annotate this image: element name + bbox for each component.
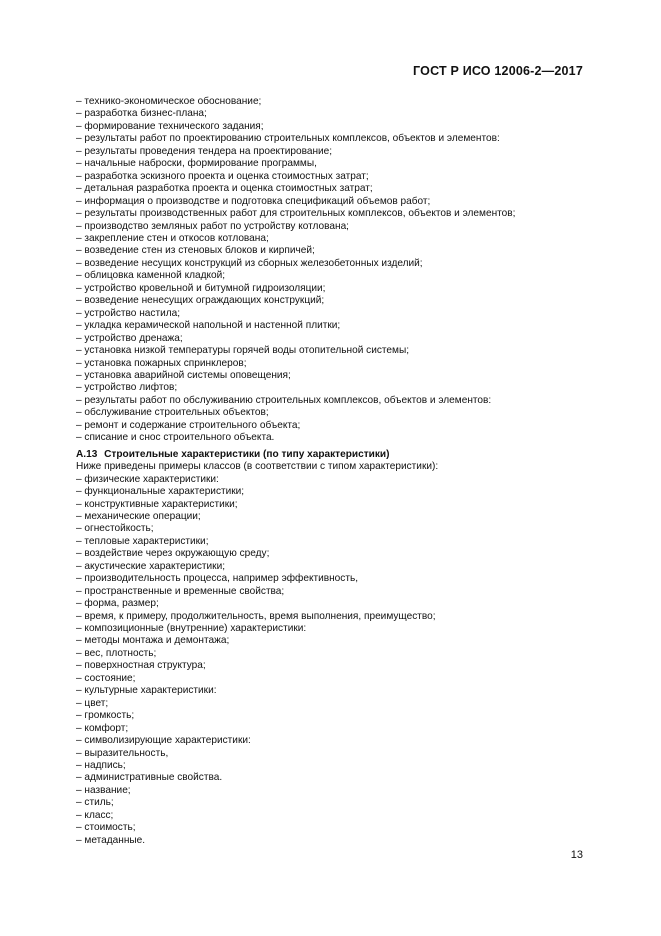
list-item: – класс; xyxy=(76,809,114,821)
list-item: – устройство дренажа; xyxy=(76,332,183,344)
list-item: – огнестойкость; xyxy=(76,523,154,535)
characteristics-list xyxy=(76,474,596,848)
list-item: – укладка керамической напольной и настенной плитки; xyxy=(76,320,341,332)
section-title: Строительные характеристики (по типу характеристики) xyxy=(104,448,390,460)
list-item: – возведение ненесущих ограждающих конструкций; xyxy=(76,295,325,307)
list-item: – акустические характеристики; xyxy=(76,560,226,572)
list-item: – механические операции; xyxy=(76,510,201,522)
list-item: – производство земляных работ по устройству котлована; xyxy=(76,220,349,232)
list-item: – устройство настила; xyxy=(76,307,181,319)
list-item: – результаты проведения тендера на проектирование; xyxy=(76,145,333,157)
list-item: – информация о производстве и подготовка спецификаций объемов работ; xyxy=(76,195,431,207)
list-item: – пространственные и временные свойства; xyxy=(76,585,285,597)
list-item: – закрепление стен и откосов котлована; xyxy=(76,232,269,244)
list-item: – детальная разработка проекта и оценка стоимостных затрат; xyxy=(76,183,373,195)
list-item: – облицовка каменной кладкой; xyxy=(76,270,226,282)
list-item: – комфорт; xyxy=(76,722,129,734)
list-item: – культурные характеристики: xyxy=(76,685,217,697)
list-item: – формирование технического задания; xyxy=(76,120,264,132)
list-item: – разработка эскизного проекта и оценка стоимостных затрат; xyxy=(76,170,369,182)
list-item: – возведение стен из стеновых блоков и кирпичей; xyxy=(76,245,315,257)
section-number: А.13 xyxy=(76,448,98,460)
list-item: – установка пожарных спринклеров; xyxy=(76,357,247,369)
list-item: – технико-экономическое обоснование; xyxy=(76,96,262,107)
list-item: – громкость; xyxy=(76,710,135,722)
list-item: – тепловые характеристики; xyxy=(76,535,209,547)
list-item: – надпись; xyxy=(76,760,126,772)
list-item: – композиционные (внутренние) характеристики: xyxy=(76,623,307,635)
list-item: – символизирующие характеристики: xyxy=(76,735,251,747)
list-item: – разработка бизнес-плана; xyxy=(76,108,207,120)
document-body xyxy=(76,96,596,847)
list-item: – обслуживание строительных объектов; xyxy=(76,407,269,419)
list-item: – производительность процесса, например эффективность, xyxy=(76,573,359,585)
list-item: – выразительность, xyxy=(76,747,169,759)
list-item: – время, к примеру, продолжительность, время выполнения, преимущество; xyxy=(76,610,436,622)
list-item: – конструктивные характеристики; xyxy=(76,498,238,510)
list-item: – поверхностная структура; xyxy=(76,660,206,672)
list-item: – функциональные характеристики; xyxy=(76,486,245,498)
list-item: – результаты работ по проектированию строительных комплексов, объектов и элементов: xyxy=(76,133,500,145)
list-item: – стиль; xyxy=(76,797,114,809)
list-item: – устройство лифтов; xyxy=(76,382,178,394)
list-item: – ремонт и содержание строительного объекта; xyxy=(76,419,301,431)
section-heading xyxy=(76,449,596,461)
list-item: – физические характеристики: xyxy=(76,473,219,485)
list-item: – установка аварийной системы оповещения; xyxy=(76,369,291,381)
list-item: – возведение несущих конструкций из сборных железобетонных изделий; xyxy=(76,257,423,269)
list-item: – состояние; xyxy=(76,672,136,684)
list-item: – установка низкой температуры горячей воды отопительной системы; xyxy=(76,345,410,357)
page-number: 13 xyxy=(570,849,583,861)
list-item: – метаданные. xyxy=(76,834,146,846)
list-item: – списание и снос строительного объекта. xyxy=(76,432,275,444)
list-item: – название; xyxy=(76,784,131,796)
list-item: – цвет; xyxy=(76,697,109,709)
list-item: – результаты работ по обслуживанию строительных комплексов, объектов и элементов: xyxy=(76,394,492,406)
list-item: – начальные наброски, формирование программы, xyxy=(76,158,317,170)
production-stages-list xyxy=(76,96,596,445)
list-item: – форма, размер; xyxy=(76,598,159,610)
document-header: ГОСТ Р ИСО 12006-2—2017 xyxy=(413,64,583,78)
list-item: – стоимость; xyxy=(76,822,136,834)
section-intro: Ниже приведены примеры классов (в соответствии с типом характеристики): xyxy=(76,461,439,473)
list-item: – вес, плотность; xyxy=(76,647,157,659)
list-item: – результаты производственных работ для строительных комплексов, объектов и элементов; xyxy=(76,208,516,220)
list-item: – устройство кровельной и битумной гидроизоляции; xyxy=(76,282,326,294)
list-item: – административные свойства. xyxy=(76,772,223,784)
list-item: – воздействие через окружающую среду; xyxy=(76,548,270,560)
list-item: – методы монтажа и демонтажа; xyxy=(76,635,230,647)
